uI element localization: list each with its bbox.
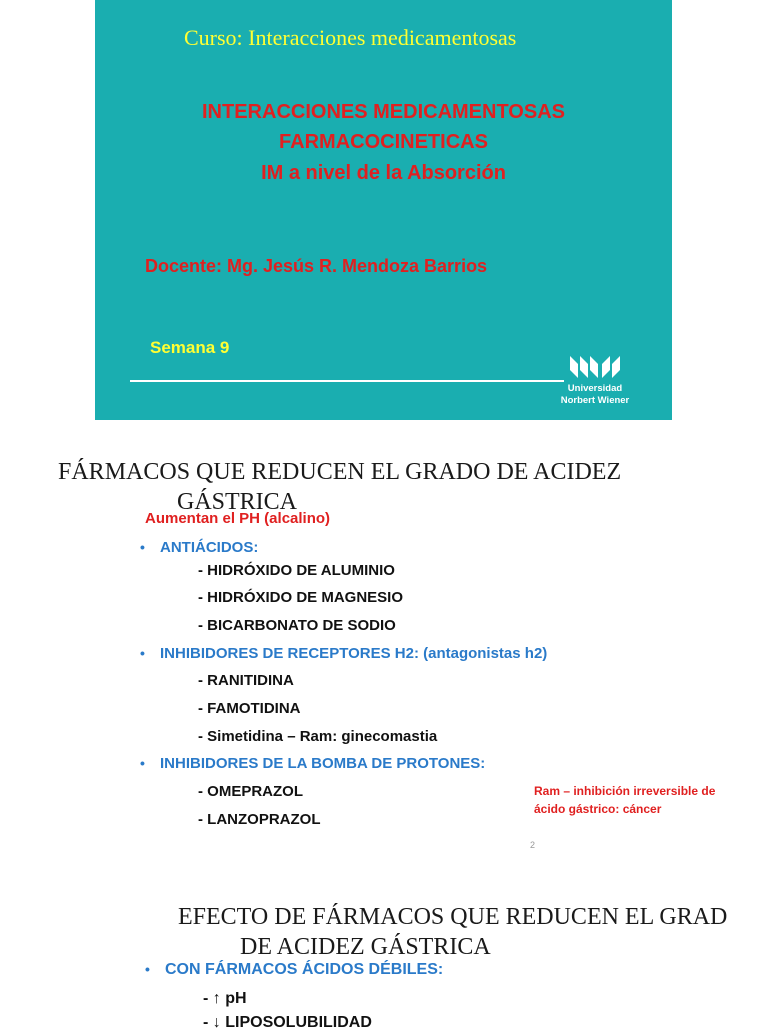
- side-note-line-2: ácido gástrico: cáncer: [534, 802, 662, 816]
- bullet-dot-icon: •: [140, 539, 145, 555]
- slide-title-line-1: INTERACCIONES MEDICAMENTOSAS: [202, 101, 565, 123]
- list-item: - ↑ pH: [203, 990, 247, 1007]
- list-item: - LANZOPRAZOL: [198, 811, 321, 828]
- slide-title-line-2: FARMACOCINETICAS: [279, 131, 488, 153]
- title-slide: [95, 0, 672, 420]
- list-item: - HIDRÓXIDO DE MAGNESIO: [198, 589, 404, 606]
- bullet-heading-text: INHIBIDORES DE RECEPTORES H2: (antagonistas h2): [160, 645, 548, 662]
- book-wave-logo-icon: [550, 352, 640, 380]
- slide-title-line-1: FÁRMACOS QUE REDUCEN EL GRADO DE ACIDEZ: [58, 459, 622, 485]
- bullet-dot-icon: •: [140, 755, 145, 771]
- slide-subtitle: Aumentan el PH (alcalino): [145, 510, 331, 527]
- slide-title-line-2: DE ACIDEZ GÁSTRICA: [240, 934, 491, 960]
- divider-line: [130, 380, 564, 382]
- side-note: [534, 782, 715, 818]
- list-item: - Simetidina – Ram: ginecomastia: [198, 728, 438, 745]
- logo-line-2: Norbert Wiener: [560, 395, 630, 406]
- bullet-heading-text: CON FÁRMACOS ÁCIDOS DÉBILES:: [165, 961, 444, 978]
- bullet-heading: [140, 539, 258, 556]
- list-item: - ↓ LIPOSOLUBILIDAD: [203, 1014, 372, 1031]
- slide-title-line-1: EFECTO DE FÁRMACOS QUE REDUCEN EL GRAD: [178, 904, 728, 930]
- slide-title-line-3: IM a nivel de la Absorción: [261, 162, 506, 184]
- bullet-dot-icon: •: [145, 961, 150, 977]
- bullet-dot-icon: •: [140, 645, 145, 661]
- logo-line-1: Universidad: [567, 383, 623, 394]
- list-item: - HIDRÓXIDO DE ALUMINIO: [198, 562, 395, 579]
- slide-title-line-2: GÁSTRICA: [177, 489, 298, 515]
- bullet-heading: [145, 961, 443, 979]
- page-number: 2: [530, 840, 536, 850]
- teacher-name: Docente: Mg. Jesús R. Mendoza Barrios: [145, 256, 488, 276]
- list-item: - FAMOTIDINA: [198, 700, 301, 717]
- list-item: - OMEPRAZOL: [198, 783, 304, 800]
- bullet-heading-text: ANTIÁCIDOS:: [160, 539, 259, 556]
- week-label: Semana 9: [150, 338, 230, 357]
- bullet-heading: [140, 645, 547, 662]
- side-note-line-1: Ram – inhibición irreversible de: [534, 784, 716, 798]
- list-item: - RANITIDINA: [198, 672, 294, 689]
- bullet-heading-text: INHIBIDORES DE LA BOMBA DE PROTONES:: [160, 755, 486, 772]
- university-logo: [550, 352, 640, 412]
- course-name: Curso: Interacciones medicamentosas: [184, 25, 517, 50]
- list-item: - BICARBONATO DE SODIO: [198, 617, 396, 634]
- bullet-heading: [140, 755, 485, 772]
